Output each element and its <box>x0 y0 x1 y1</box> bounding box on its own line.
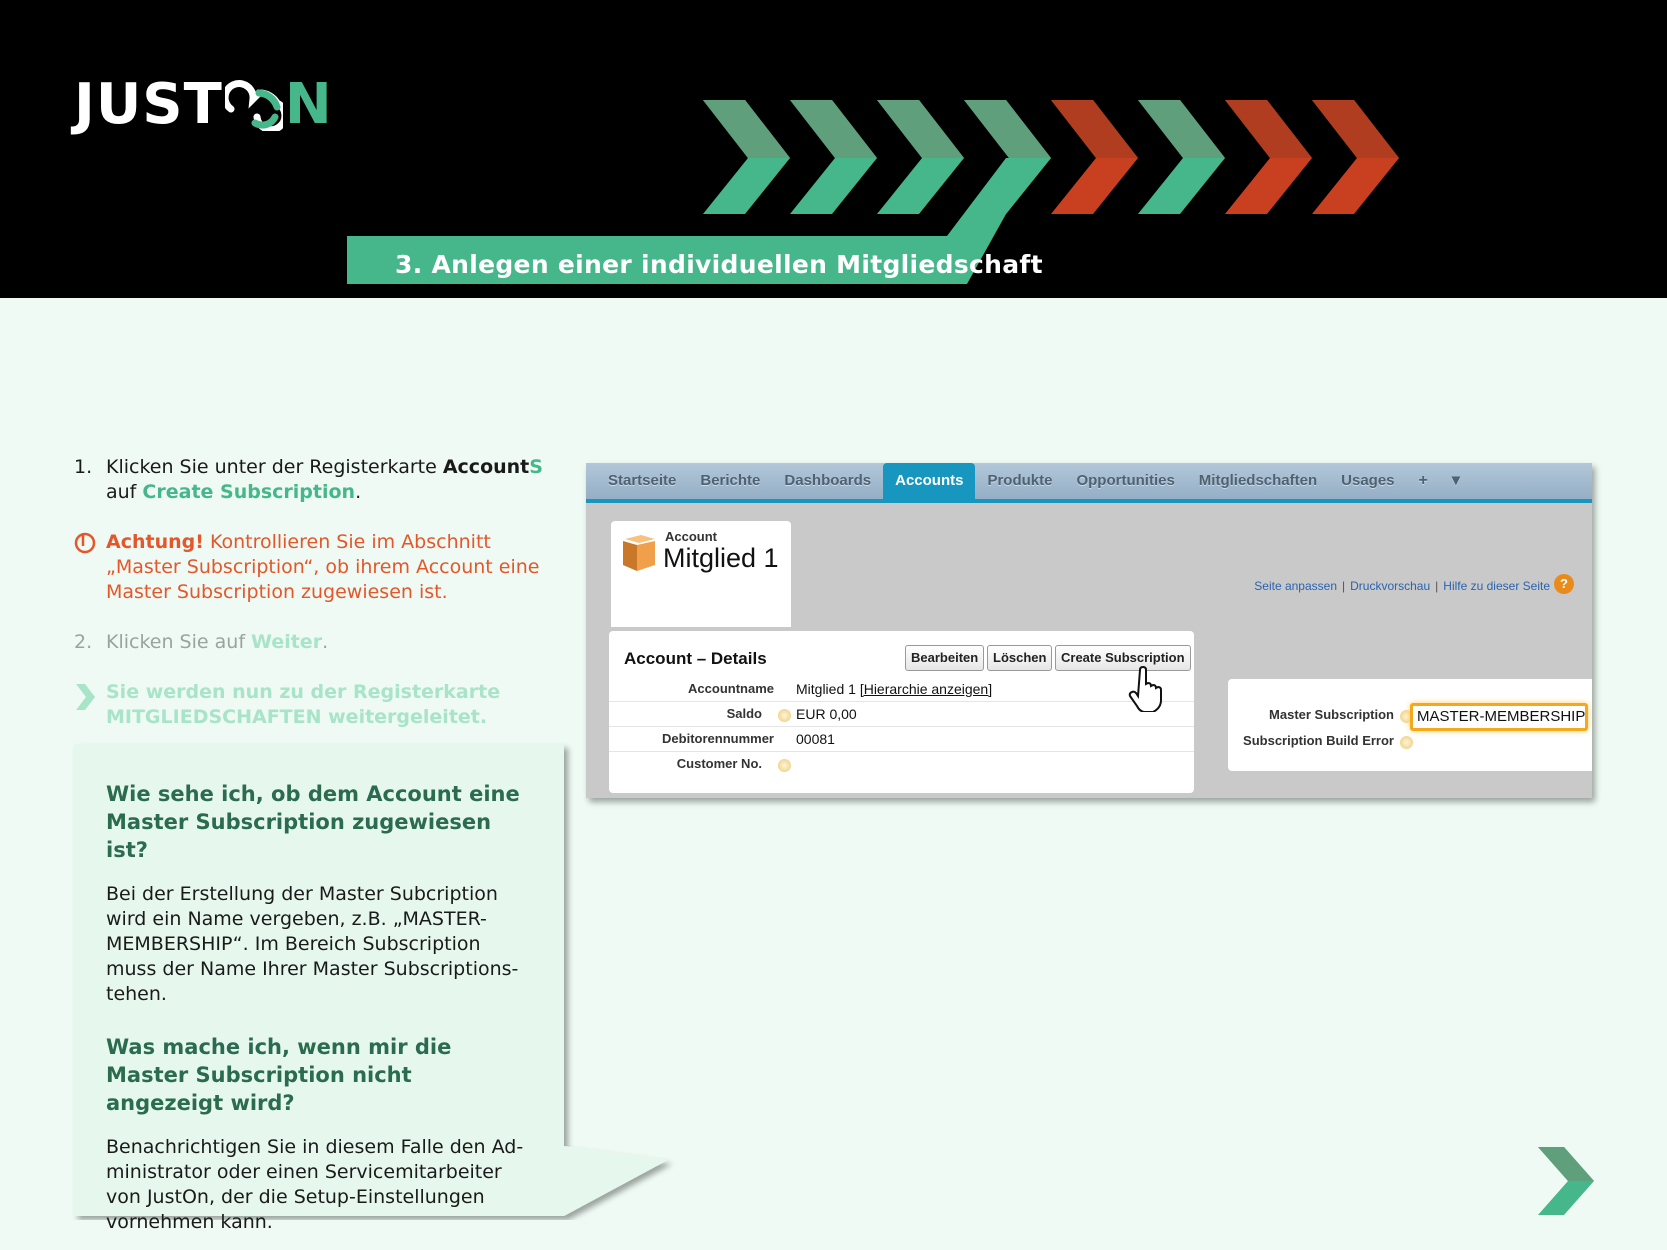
info-dot-icon[interactable] <box>1400 736 1413 749</box>
field-row-saldo <box>609 702 1194 727</box>
warning-icon <box>74 532 96 554</box>
field-label: Debitorennummer <box>662 731 774 746</box>
details-title: Account – Details <box>624 649 767 668</box>
logo-text-right: N <box>284 72 333 137</box>
master-subscription-value[interactable]: MASTER-MEMBERSHIP <box>1410 703 1588 731</box>
step-text-end: . <box>355 481 362 503</box>
step-text-end: . <box>322 631 329 653</box>
chevron-step-2-icon <box>790 100 877 214</box>
faq-answer-2: Benachrichtigen Sie in diesem Falle den Administrator oder einen Servicemitarbeiter von JustOn, der die Setup-Einstellungen vornehmen kann. <box>106 1136 524 1233</box>
build-error-label: Subscription Build Error <box>1243 733 1394 748</box>
salesforce-screenshot <box>586 463 1592 798</box>
field-label: Accountname <box>688 681 774 696</box>
create-subscription-button[interactable]: Create Subscription <box>1055 645 1191 671</box>
field-label: Customer No. <box>676 756 762 771</box>
page-title: 3. Anlegen einer individuellen Mitgliedschaft <box>395 250 1043 279</box>
field-label: Saldo <box>726 706 762 721</box>
logo-text-left: JUST <box>74 72 223 137</box>
tab-bar <box>586 463 1592 503</box>
step-number: 1. <box>74 456 93 478</box>
chevron-step-8-icon <box>1312 100 1399 214</box>
step-number: 2. <box>74 631 93 653</box>
faq-answer-1: Bei der Erstellung der Master Subcription wird ein Name vergeben, z.B. „MASTER-MEMBERSHIP“. Im Bereich Subscription muss der Name Ihrer Master Subscriptionstehen. <box>106 883 519 1005</box>
chevron-step-3-icon <box>877 100 964 214</box>
account-name: Mitglied 1 <box>663 543 779 573</box>
tab-opportunities[interactable]: Opportunities <box>1076 472 1175 489</box>
dropdown-arrow-icon[interactable]: ▾ <box>1451 472 1460 489</box>
account-header-card <box>611 521 791 627</box>
hierarchy-link[interactable]: [Hierarchie anzeigen] <box>859 681 993 697</box>
field-value <box>796 681 992 697</box>
step-text-2: auf <box>106 481 143 503</box>
tab-startseite[interactable]: Startseite <box>608 472 677 489</box>
hand-cursor-icon <box>1128 666 1168 712</box>
subscription-panel <box>1228 679 1592 771</box>
step-tab-suffix: S <box>529 456 543 478</box>
result-note <box>74 680 544 730</box>
tab-accounts[interactable]: Accounts <box>883 463 975 499</box>
warning-text: Kontrollieren Sie im Abschnitt „Master Subscription“, ob ihrem Account eine Master Subscription zugewiesen ist. <box>106 531 540 603</box>
customize-page-link[interactable]: Seite anpassen <box>1254 579 1337 593</box>
field-value: EUR 0,00 <box>796 706 857 722</box>
page-links: Seite anpassen | Druckvorschau | Hilfe zu dieser Seite <box>1254 579 1550 593</box>
field-row-accountname <box>609 677 1194 702</box>
tab-dashboards[interactable]: Dashboards <box>784 472 872 489</box>
create-subscription-link: Create Subscription <box>142 481 356 503</box>
faq-question-2: Was mache ich, wenn mir die Master Subscription nicht angezeigt wird? <box>106 1035 452 1115</box>
info-dot-icon[interactable] <box>778 759 791 772</box>
tab-usages[interactable]: Usages <box>1341 472 1395 489</box>
chevron-step-1-icon <box>703 100 790 214</box>
step-text: Klicken Sie auf <box>106 631 252 653</box>
tab-produkte[interactable]: Produkte <box>987 472 1053 489</box>
chevron-icon <box>74 683 96 711</box>
print-preview-link[interactable]: Druckvorschau <box>1350 579 1431 593</box>
field-row-customer-no <box>609 752 1194 777</box>
chevron-step-7-icon <box>1225 100 1312 214</box>
tab-berichte[interactable]: Berichte <box>700 472 761 489</box>
help-icon[interactable]: ? <box>1554 574 1574 594</box>
plus-icon[interactable]: + <box>1418 472 1428 489</box>
next-page-chevron-icon[interactable] <box>1534 1145 1596 1217</box>
warning-note <box>74 530 544 605</box>
info-box <box>106 780 532 1250</box>
chevron-step-6-icon <box>1138 100 1225 214</box>
edit-button[interactable]: Bearbeiten <box>905 645 984 671</box>
help-page-link[interactable]: Hilfe zu dieser Seite <box>1443 579 1550 593</box>
instruction-list <box>74 455 544 755</box>
tab-mitgliedschaften[interactable]: Mitgliedschaften <box>1198 472 1318 489</box>
info-dot-icon[interactable] <box>778 709 791 722</box>
folder-icon <box>619 533 659 573</box>
warning-label: Achtung! <box>106 531 204 553</box>
faq-question-1: Wie sehe ich, ob dem Account eine Master Subscription zugewiesen ist? <box>106 782 520 862</box>
header-banner <box>0 0 1667 298</box>
result-text: Sie werden nun zu der Registerkarte MITGLIEDSCHAFTEN weitergeleitet. <box>106 681 501 728</box>
field-row-debitorennummer <box>609 727 1194 752</box>
account-type-label: Account <box>665 529 717 544</box>
step-tab-name: Account <box>442 456 530 478</box>
field-value: 00081 <box>796 731 835 747</box>
step-2 <box>74 630 544 655</box>
account-details-panel <box>609 631 1194 793</box>
weiter-link: Weiter <box>251 631 323 653</box>
step-1 <box>74 455 544 505</box>
step-text: Klicken Sie unter der Registerkarte <box>106 456 443 478</box>
delete-button[interactable]: Löschen <box>987 645 1052 671</box>
master-subscription-label: Master Subscription <box>1269 707 1394 722</box>
accountname-value: Mitglied 1 <box>796 681 860 697</box>
chevron-step-5-icon <box>1051 100 1138 214</box>
